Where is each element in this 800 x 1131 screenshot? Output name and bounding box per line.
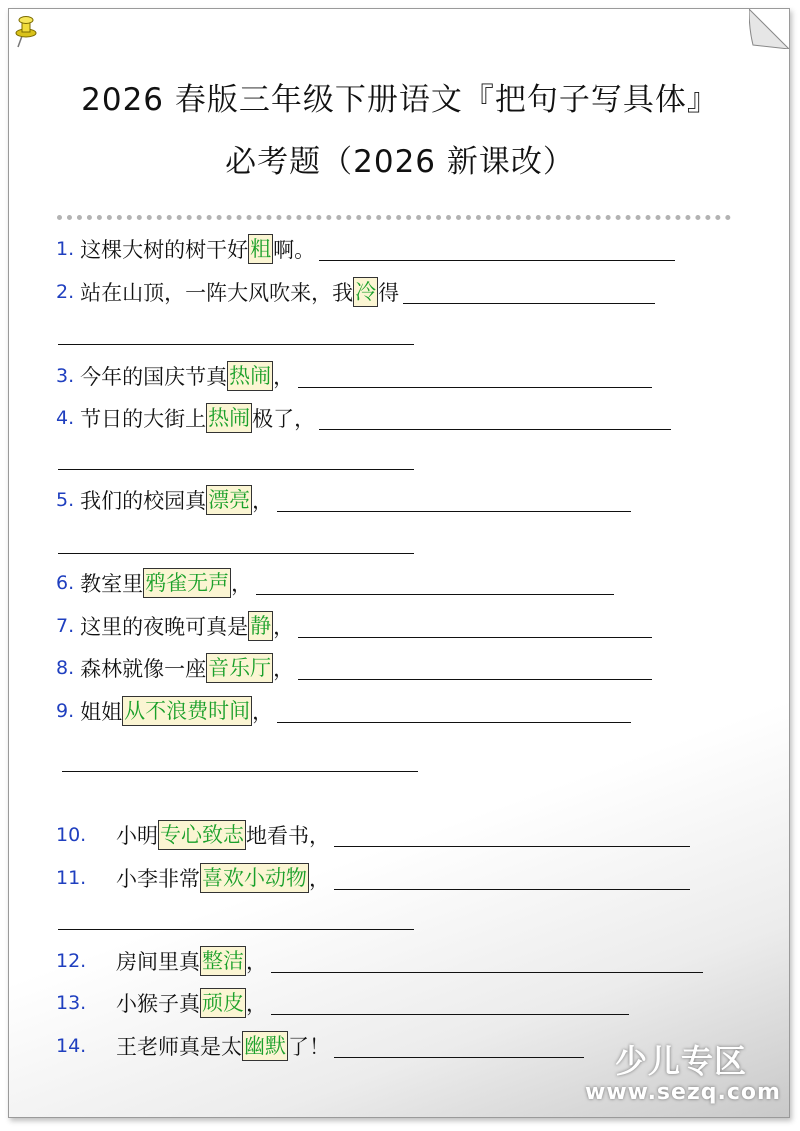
sentence-end: ， xyxy=(273,365,295,389)
sentence-start: 教室里 xyxy=(80,572,144,596)
sentence-end: 极了， xyxy=(252,407,316,431)
exercise-item xyxy=(56,696,631,726)
answer-blank[interactable] xyxy=(298,365,652,388)
answer-blank[interactable] xyxy=(334,824,690,847)
sentence-start: 我们的校园真 xyxy=(80,489,207,513)
item-number: 3. xyxy=(56,365,75,387)
keyword-box: 专心致志 xyxy=(158,820,246,850)
exercise-item xyxy=(56,611,652,641)
keyword-box: 漂亮 xyxy=(206,485,252,515)
item-number: 2. xyxy=(56,281,75,303)
sentence-start: 森林就像一座 xyxy=(80,657,207,681)
sentence-start: 这里的夜晚可真是 xyxy=(80,615,249,639)
exercise-item xyxy=(56,653,652,683)
sentence-end: ， xyxy=(273,657,295,681)
sentence-start: 站在山顶，一阵大风吹来，我 xyxy=(80,281,354,305)
watermark-url: www.sezq.com xyxy=(585,1080,781,1105)
page-subtitle: 必考题（2026 新课改） xyxy=(225,144,575,180)
keyword-box: 从不浪费时间 xyxy=(122,696,252,726)
exercise-item xyxy=(56,946,703,976)
sentence-end: ， xyxy=(252,489,274,513)
answer-blank[interactable] xyxy=(256,572,614,595)
sentence-end: ， xyxy=(231,572,253,596)
keyword-box: 喜欢小动物 xyxy=(200,863,309,893)
answer-blank[interactable] xyxy=(319,238,675,261)
page-curl-icon xyxy=(749,9,789,49)
sentence-start: 小猴子真 xyxy=(116,992,200,1016)
sentence-end: ， xyxy=(309,867,330,891)
sentence-end: ， xyxy=(252,700,274,724)
sentence-end: 得 xyxy=(378,281,400,305)
exercise-item xyxy=(56,403,671,433)
item-number: 12. xyxy=(56,950,87,972)
keyword-box: 幽默 xyxy=(242,1031,288,1061)
answer-blank[interactable] xyxy=(277,489,631,512)
exercise-item xyxy=(56,361,652,391)
keyword-box: 音乐厅 xyxy=(206,653,273,683)
item-number: 13. xyxy=(56,992,87,1014)
sentence-end: 啊。 xyxy=(273,238,316,262)
dotted-divider xyxy=(57,215,731,220)
keyword-box: 整洁 xyxy=(200,946,246,976)
sentence-start: 姐姐 xyxy=(80,700,123,724)
answer-blank[interactable] xyxy=(277,700,631,723)
sentence-end: 地看书， xyxy=(246,824,330,848)
exercise-item xyxy=(56,1031,584,1061)
answer-blank[interactable] xyxy=(298,657,652,680)
item-number: 7. xyxy=(56,615,75,637)
sentence-start: 这棵大树的树干好 xyxy=(80,238,249,262)
answer-blank[interactable] xyxy=(334,867,690,890)
sentence-start: 节日的大街上 xyxy=(80,407,207,431)
item-number: 4. xyxy=(56,407,75,429)
answer-blank[interactable] xyxy=(334,1035,584,1058)
keyword-box: 静 xyxy=(248,611,273,641)
item-number: 14. xyxy=(56,1035,87,1057)
sentence-start: 今年的国庆节真 xyxy=(80,365,228,389)
keyword-box: 鸦雀无声 xyxy=(143,568,231,598)
sentence-start: 小李非常 xyxy=(116,867,200,891)
answer-blank-continued[interactable] xyxy=(58,344,414,345)
sentence-end: ， xyxy=(273,615,295,639)
watermark-brand: 少儿专区 xyxy=(615,1042,748,1080)
keyword-box: 热闹 xyxy=(206,403,252,433)
answer-blank-continued[interactable] xyxy=(62,771,418,772)
answer-blank[interactable] xyxy=(319,407,671,430)
answer-blank-continued[interactable] xyxy=(58,553,414,554)
sentence-end: 了！ xyxy=(288,1035,330,1059)
answer-blank[interactable] xyxy=(271,950,703,973)
keyword-box: 冷 xyxy=(353,277,378,307)
exercise-item xyxy=(56,820,690,850)
page-title: 2026 春版三年级下册语文『把句子写具体』 xyxy=(81,82,719,118)
item-number: 11. xyxy=(56,867,87,889)
answer-blank[interactable] xyxy=(403,281,655,304)
exercise-item xyxy=(56,234,675,264)
answer-blank-continued[interactable] xyxy=(58,469,414,470)
exercise-item xyxy=(56,485,631,515)
item-number: 8. xyxy=(56,657,75,679)
pushpin-icon xyxy=(12,14,40,48)
exercise-item xyxy=(56,863,690,893)
sentence-start: 小明 xyxy=(116,824,158,848)
keyword-box: 热闹 xyxy=(227,361,273,391)
keyword-box: 顽皮 xyxy=(200,988,246,1018)
exercise-item xyxy=(56,568,614,598)
sentence-end: ， xyxy=(246,992,267,1016)
item-number: 5. xyxy=(56,489,75,511)
answer-blank[interactable] xyxy=(271,992,629,1015)
keyword-box: 粗 xyxy=(248,234,273,264)
item-number: 1. xyxy=(56,238,75,260)
sentence-start: 房间里真 xyxy=(116,950,200,974)
item-number: 10. xyxy=(56,824,87,846)
sentence-start: 王老师真是太 xyxy=(116,1035,242,1059)
sentence-end: ， xyxy=(246,950,267,974)
exercise-item xyxy=(56,988,629,1018)
answer-blank[interactable] xyxy=(298,615,652,638)
item-number: 9. xyxy=(56,700,75,722)
item-number: 6. xyxy=(56,572,75,594)
exercise-item xyxy=(56,277,655,307)
answer-blank-continued[interactable] xyxy=(58,929,414,930)
